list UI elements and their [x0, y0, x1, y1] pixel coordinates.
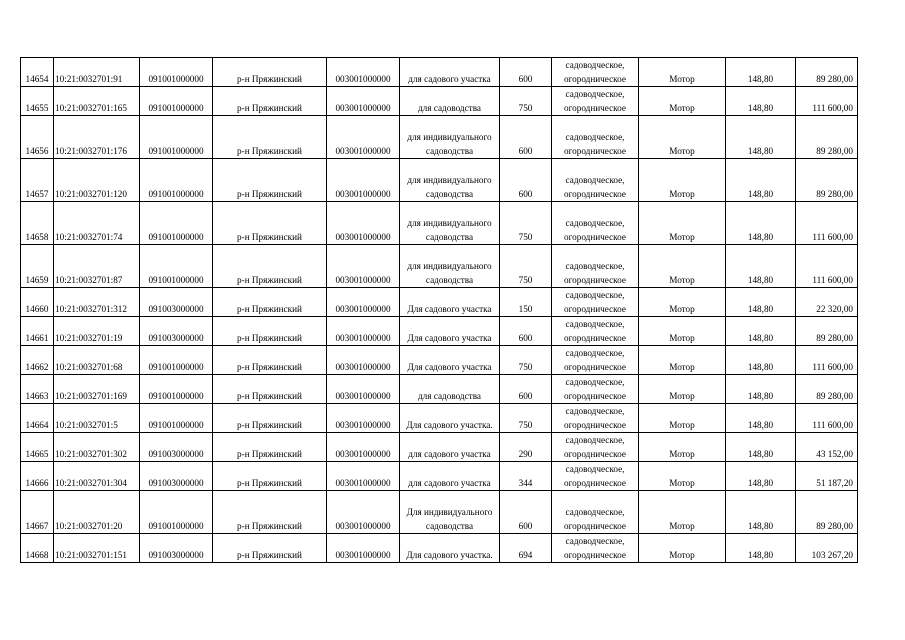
row-number-cell: 14654 [21, 58, 54, 87]
specific-value-cell: 148,80 [726, 116, 796, 159]
cadastral-value-cell: 89 280,00 [796, 317, 858, 346]
source-cell: Мотор [639, 317, 726, 346]
land-category-cell: садоводческое, огородническое [552, 534, 639, 563]
area-cell: 290 [500, 433, 552, 462]
okato-code-cell: 091003000000 [140, 433, 213, 462]
specific-value-cell: 148,80 [726, 433, 796, 462]
group-code-cell: 003001000000 [327, 58, 400, 87]
specific-value-cell: 148,80 [726, 245, 796, 288]
area-cell: 600 [500, 116, 552, 159]
group-code-cell: 003001000000 [327, 534, 400, 563]
land-category-cell: садоводческое, огородническое [552, 317, 639, 346]
group-code-cell: 003001000000 [327, 433, 400, 462]
area-cell: 750 [500, 245, 552, 288]
cadastral-number-cell: 10:21:0032701:151 [54, 534, 140, 563]
permitted-use-cell: для индивидуального садоводства [400, 202, 500, 245]
area-cell: 600 [500, 317, 552, 346]
district-cell: р-н Пряжинский [213, 317, 327, 346]
row-number-cell: 14666 [21, 462, 54, 491]
okato-code-cell: 091001000000 [140, 159, 213, 202]
area-cell: 600 [500, 491, 552, 534]
source-cell: Мотор [639, 58, 726, 87]
permitted-use-cell: Для садового участка [400, 288, 500, 317]
group-code-cell: 003001000000 [327, 317, 400, 346]
area-cell: 344 [500, 462, 552, 491]
land-category-cell: садоводческое, огородническое [552, 462, 639, 491]
cadastral-number-cell: 10:21:0032701:5 [54, 404, 140, 433]
area-cell: 694 [500, 534, 552, 563]
table-row [21, 346, 858, 375]
table-row [21, 317, 858, 346]
group-code-cell: 003001000000 [327, 491, 400, 534]
cadastral-value-cell: 111 600,00 [796, 245, 858, 288]
group-code-cell: 003001000000 [327, 375, 400, 404]
cadastral-number-cell: 10:21:0032701:87 [54, 245, 140, 288]
cadastral-value-cell: 103 267,20 [796, 534, 858, 563]
group-code-cell: 003001000000 [327, 159, 400, 202]
area-cell: 750 [500, 87, 552, 116]
district-cell: р-н Пряжинский [213, 534, 327, 563]
source-cell: Мотор [639, 288, 726, 317]
table-row [21, 245, 858, 288]
permitted-use-cell: Для садового участка. [400, 404, 500, 433]
cadastral-number-cell: 10:21:0032701:312 [54, 288, 140, 317]
permitted-use-cell: для индивидуального садоводства [400, 245, 500, 288]
land-category-cell: садоводческое, огородническое [552, 491, 639, 534]
okato-code-cell: 091001000000 [140, 346, 213, 375]
district-cell: р-н Пряжинский [213, 245, 327, 288]
group-code-cell: 003001000000 [327, 404, 400, 433]
cadastral-value-cell: 111 600,00 [796, 202, 858, 245]
specific-value-cell: 148,80 [726, 375, 796, 404]
specific-value-cell: 148,80 [726, 491, 796, 534]
row-number-cell: 14659 [21, 245, 54, 288]
district-cell: р-н Пряжинский [213, 116, 327, 159]
row-number-cell: 14657 [21, 159, 54, 202]
district-cell: р-н Пряжинский [213, 202, 327, 245]
cadastral-value-cell: 89 280,00 [796, 116, 858, 159]
row-number-cell: 14665 [21, 433, 54, 462]
land-category-cell: садоводческое, огородническое [552, 288, 639, 317]
row-number-cell: 14668 [21, 534, 54, 563]
source-cell: Мотор [639, 245, 726, 288]
cadastral-value-cell: 111 600,00 [796, 404, 858, 433]
cadastral-number-cell: 10:21:0032701:302 [54, 433, 140, 462]
specific-value-cell: 148,80 [726, 159, 796, 202]
cadastral-number-cell: 10:21:0032701:20 [54, 491, 140, 534]
land-category-cell: садоводческое, огородническое [552, 433, 639, 462]
okato-code-cell: 091003000000 [140, 462, 213, 491]
table-row [21, 375, 858, 404]
cadastral-number-cell: 10:21:0032701:165 [54, 87, 140, 116]
land-category-cell: садоводческое, огородническое [552, 116, 639, 159]
district-cell: р-н Пряжинский [213, 404, 327, 433]
permitted-use-cell: для садового участка [400, 58, 500, 87]
okato-code-cell: 091001000000 [140, 404, 213, 433]
row-number-cell: 14664 [21, 404, 54, 433]
source-cell: Мотор [639, 534, 726, 563]
table-row [21, 58, 858, 87]
table-row [21, 534, 858, 563]
permitted-use-cell: Для индивидуального садоводства [400, 491, 500, 534]
group-code-cell: 003001000000 [327, 116, 400, 159]
cadastral-number-cell: 10:21:0032701:169 [54, 375, 140, 404]
table-row [21, 491, 858, 534]
row-number-cell: 14660 [21, 288, 54, 317]
land-category-cell: садоводческое, огородническое [552, 346, 639, 375]
land-category-cell: садоводческое, огородническое [552, 245, 639, 288]
permitted-use-cell: Для садового участка. [400, 534, 500, 563]
specific-value-cell: 148,80 [726, 202, 796, 245]
source-cell: Мотор [639, 404, 726, 433]
land-category-cell: садоводческое, огородническое [552, 159, 639, 202]
source-cell: Мотор [639, 346, 726, 375]
permitted-use-cell: для садового участка [400, 462, 500, 491]
okato-code-cell: 091001000000 [140, 58, 213, 87]
land-parcel-table [20, 57, 858, 563]
specific-value-cell: 148,80 [726, 288, 796, 317]
area-cell: 600 [500, 375, 552, 404]
okato-code-cell: 091001000000 [140, 87, 213, 116]
source-cell: Мотор [639, 462, 726, 491]
specific-value-cell: 148,80 [726, 317, 796, 346]
row-number-cell: 14658 [21, 202, 54, 245]
group-code-cell: 003001000000 [327, 202, 400, 245]
source-cell: Мотор [639, 433, 726, 462]
cadastral-number-cell: 10:21:0032701:304 [54, 462, 140, 491]
land-category-cell: садоводческое, огородническое [552, 404, 639, 433]
cadastral-number-cell: 10:21:0032701:176 [54, 116, 140, 159]
cadastral-value-cell: 51 187,20 [796, 462, 858, 491]
table-row [21, 462, 858, 491]
table-body [21, 58, 858, 563]
permitted-use-cell: для садоводства [400, 87, 500, 116]
district-cell: р-н Пряжинский [213, 288, 327, 317]
okato-code-cell: 091001000000 [140, 202, 213, 245]
permitted-use-cell: для индивидуального садоводства [400, 116, 500, 159]
district-cell: р-н Пряжинский [213, 491, 327, 534]
permitted-use-cell: Для садового участка [400, 317, 500, 346]
cadastral-value-cell: 89 280,00 [796, 491, 858, 534]
okato-code-cell: 091001000000 [140, 245, 213, 288]
group-code-cell: 003001000000 [327, 245, 400, 288]
specific-value-cell: 148,80 [726, 58, 796, 87]
okato-code-cell: 091001000000 [140, 491, 213, 534]
land-category-cell: садоводческое, огородническое [552, 87, 639, 116]
area-cell: 600 [500, 159, 552, 202]
group-code-cell: 003001000000 [327, 288, 400, 317]
okato-code-cell: 091001000000 [140, 375, 213, 404]
row-number-cell: 14661 [21, 317, 54, 346]
source-cell: Мотор [639, 375, 726, 404]
cadastral-value-cell: 89 280,00 [796, 58, 858, 87]
district-cell: р-н Пряжинский [213, 375, 327, 404]
specific-value-cell: 148,80 [726, 346, 796, 375]
table-row [21, 202, 858, 245]
group-code-cell: 003001000000 [327, 462, 400, 491]
cadastral-value-cell: 111 600,00 [796, 87, 858, 116]
cadastral-number-cell: 10:21:0032701:19 [54, 317, 140, 346]
cadastral-number-cell: 10:21:0032701:74 [54, 202, 140, 245]
area-cell: 600 [500, 58, 552, 87]
land-category-cell: садоводческое, огородническое [552, 375, 639, 404]
okato-code-cell: 091003000000 [140, 317, 213, 346]
cadastral-number-cell: 10:21:0032701:68 [54, 346, 140, 375]
land-category-cell: садоводческое, огородническое [552, 58, 639, 87]
specific-value-cell: 148,80 [726, 87, 796, 116]
row-number-cell: 14667 [21, 491, 54, 534]
source-cell: Мотор [639, 202, 726, 245]
table-row [21, 288, 858, 317]
area-cell: 150 [500, 288, 552, 317]
land-category-cell: садоводческое, огородническое [552, 202, 639, 245]
group-code-cell: 003001000000 [327, 87, 400, 116]
area-cell: 750 [500, 346, 552, 375]
specific-value-cell: 148,80 [726, 462, 796, 491]
permitted-use-cell: для садового участка [400, 433, 500, 462]
cadastral-number-cell: 10:21:0032701:120 [54, 159, 140, 202]
permitted-use-cell: для индивидуального садоводства [400, 159, 500, 202]
district-cell: р-н Пряжинский [213, 462, 327, 491]
group-code-cell: 003001000000 [327, 346, 400, 375]
cadastral-value-cell: 89 280,00 [796, 159, 858, 202]
cadastral-value-cell: 43 152,00 [796, 433, 858, 462]
cadastral-value-cell: 89 280,00 [796, 375, 858, 404]
source-cell: Мотор [639, 116, 726, 159]
table-row [21, 87, 858, 116]
cadastral-value-cell: 111 600,00 [796, 346, 858, 375]
table-row [21, 159, 858, 202]
district-cell: р-н Пряжинский [213, 433, 327, 462]
row-number-cell: 14662 [21, 346, 54, 375]
cadastral-number-cell: 10:21:0032701:91 [54, 58, 140, 87]
row-number-cell: 14655 [21, 87, 54, 116]
cadastral-value-cell: 22 320,00 [796, 288, 858, 317]
permitted-use-cell: Для садового участка [400, 346, 500, 375]
row-number-cell: 14656 [21, 116, 54, 159]
specific-value-cell: 148,80 [726, 534, 796, 563]
okato-code-cell: 091003000000 [140, 534, 213, 563]
table-row [21, 404, 858, 433]
table-row [21, 116, 858, 159]
okato-code-cell: 091001000000 [140, 116, 213, 159]
source-cell: Мотор [639, 87, 726, 116]
district-cell: р-н Пряжинский [213, 58, 327, 87]
district-cell: р-н Пряжинский [213, 87, 327, 116]
source-cell: Мотор [639, 491, 726, 534]
table-row [21, 433, 858, 462]
district-cell: р-н Пряжинский [213, 346, 327, 375]
permitted-use-cell: для садоводства [400, 375, 500, 404]
source-cell: Мотор [639, 159, 726, 202]
row-number-cell: 14663 [21, 375, 54, 404]
district-cell: р-н Пряжинский [213, 159, 327, 202]
okato-code-cell: 091003000000 [140, 288, 213, 317]
area-cell: 750 [500, 404, 552, 433]
specific-value-cell: 148,80 [726, 404, 796, 433]
area-cell: 750 [500, 202, 552, 245]
